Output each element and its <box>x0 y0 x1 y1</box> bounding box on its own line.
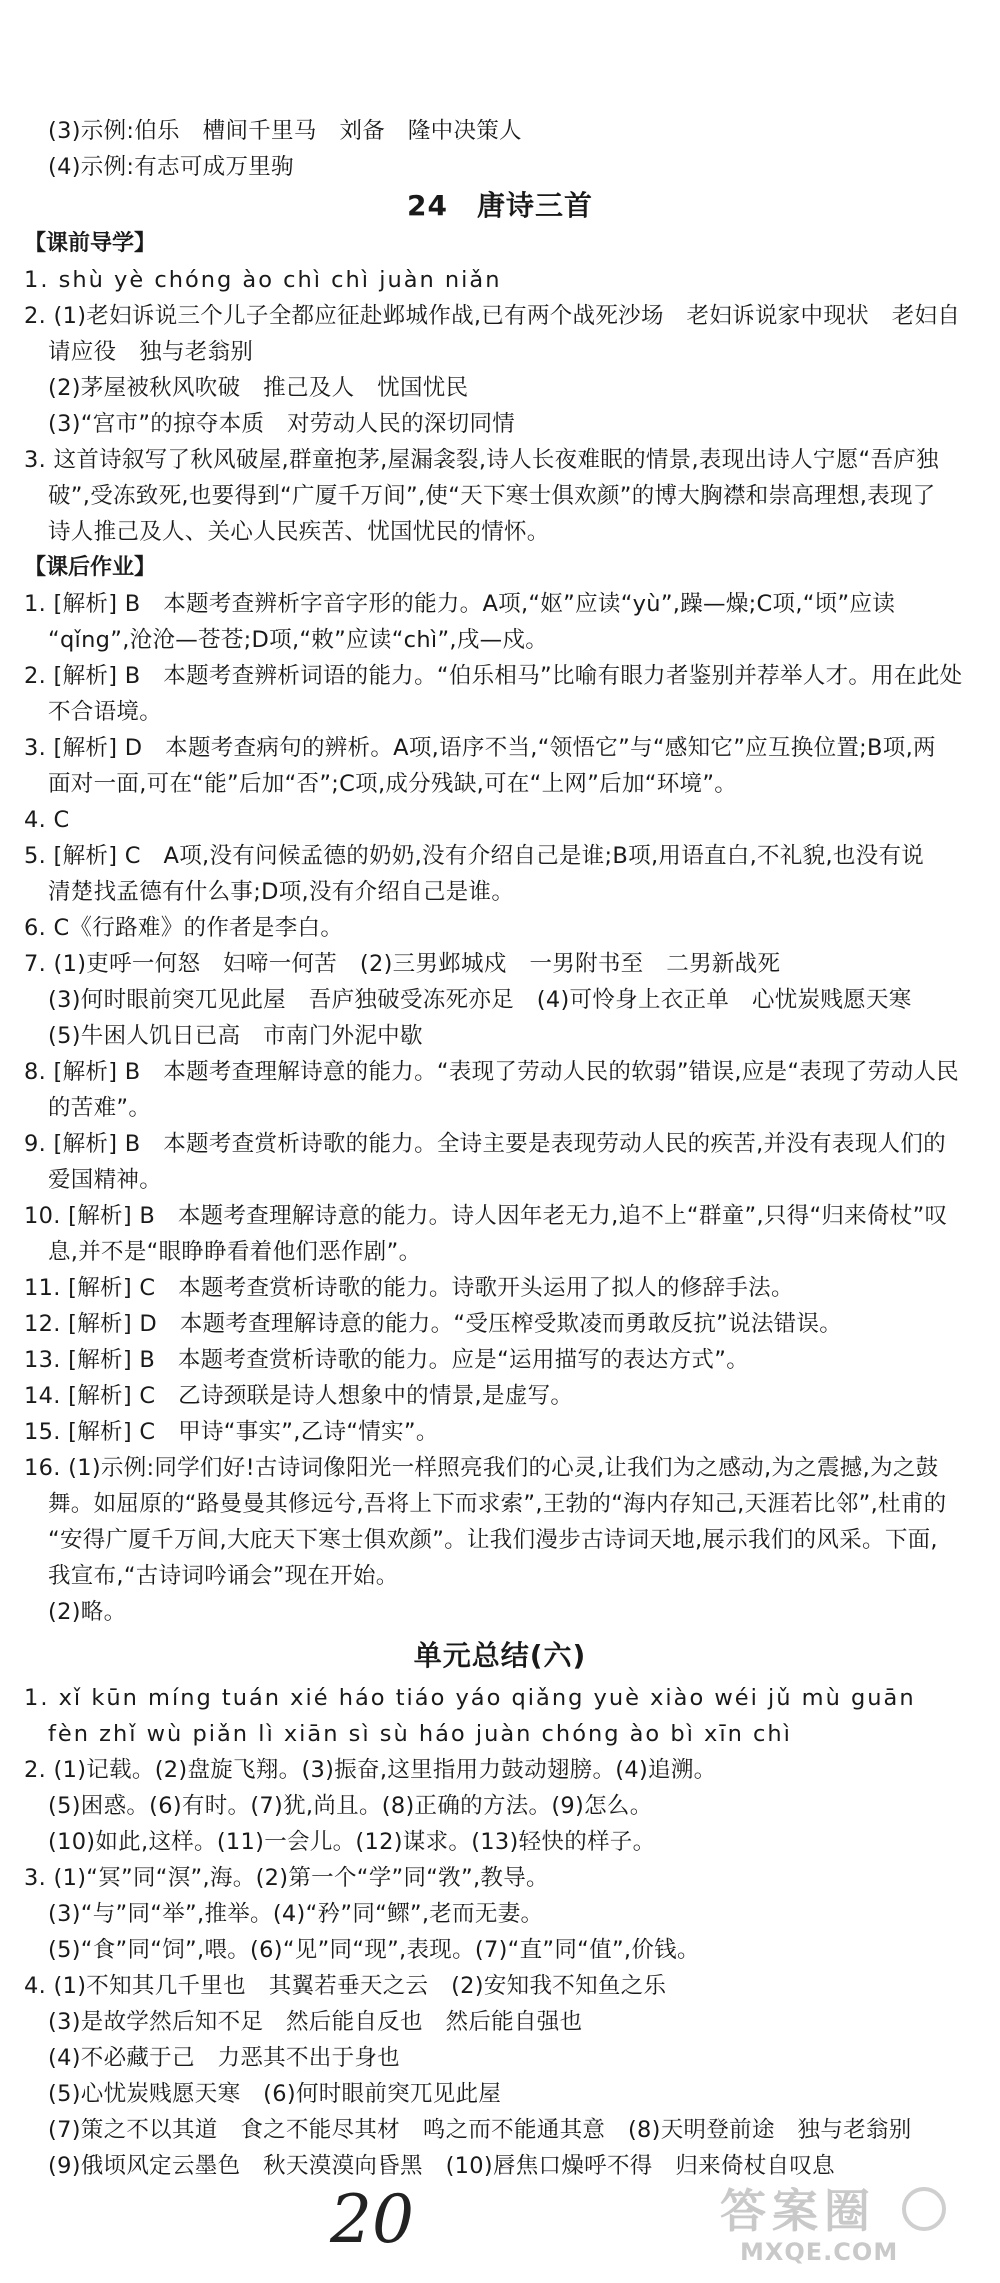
answer-line: 爱国精神。 <box>48 1167 163 1193</box>
after-class-label: 【课后作业】 <box>24 555 157 580</box>
answer-line: (9)俄顷风定云墨色 秋天漠漠向昏黑 (10)唇焦口燥呼不得 归来倚杖自叹息 <box>48 2153 835 2179</box>
answer-line: 2. (1)老妇诉说三个儿子全都应征赴邺城作战,已有两个战死沙场 老妇诉说家中现状 老妇自 <box>24 303 961 329</box>
answer-line: 12. [解析] D 本题考查理解诗意的能力。“受压榨受欺凌而勇敢反抗”说法错误。 <box>24 1311 843 1337</box>
answer-line: 息,并不是“眼睁睁看着他们恶作剧”。 <box>48 1239 422 1265</box>
answer-line: “安得广厦千万间,大庇天下寒士俱欢颜”。让我们漫步古诗词天地,展示我们的风采。下面, <box>48 1527 938 1553</box>
lesson-title: 24 唐诗三首 <box>407 189 593 222</box>
answer-line: 1. xǐ kūn míng tuán xié háo tiáo yáo qiǎng yuè xiào wéi jǔ mù guān <box>24 1685 916 1711</box>
answer-line: (7)策之不以其道 食之不能尽其材 鸣之而不能通其意 (8)天明登前途 独与老翁别 <box>48 2117 912 2143</box>
answer-line: 15. [解析] C 甲诗“事实”,乙诗“情实”。 <box>24 1419 439 1445</box>
answer-line: (3)“与”同“举”,推举。(4)“矜”同“鳏”,老而无妻。 <box>48 1901 544 1927</box>
answer-line: (3)何时眼前突兀见此屋 吾庐独破受冻死亦足 (4)可怜身上衣正单 心忧炭贱愿天寒 <box>48 987 912 1013</box>
answer-line: 5. [解析] C A项,没有问候孟德的奶奶,没有介绍自己是谁;B项,用语直白,不礼貌,也没有说 <box>24 843 925 869</box>
answer-line: (5)“食”同“饲”,喂。(6)“见”同“现”,表现。(7)“直”同“值”,价钱。 <box>48 1937 700 1963</box>
answer-line: 13. [解析] B 本题考查赏析诗歌的能力。应是“运用描写的表达方式”。 <box>24 1347 749 1373</box>
answer-line: 7. (1)吏呼一何怒 妇啼一何苦 (2)三男邺城戍 一男附书至 二男新战死 <box>24 951 781 977</box>
answer-line: 面对一面,可在“能”后加“否”;C项,成分残缺,可在“上网”后加“环境”。 <box>48 771 738 797</box>
answer-line: 诗人推己及人、关心人民疾苦、忧国忧民的情怀。 <box>48 519 550 545</box>
watermark <box>720 2185 990 2275</box>
page-number: 20 <box>330 2181 414 2258</box>
answer-line: (2)茅屋被秋风吹破 推己及人 忧国忧民 <box>48 375 469 401</box>
answer-line: 我宣布,“古诗词吟诵会”现在开始。 <box>48 1563 399 1589</box>
pre-class-label: 【课前导学】 <box>24 231 157 256</box>
answer-line: 3. [解析] D 本题考查病句的辨析。A项,语序不当,“领悟它”与“感知它”应互换位置;B项,两 <box>24 735 936 761</box>
answer-line: 4. C <box>24 807 70 833</box>
answer-line: 破”,受冻致死,也要得到“广厦千万间”,使“天下寒士俱欢颜”的博大胸襟和崇高理想,表现了 <box>48 483 936 509</box>
answer-line: (5)心忧炭贱愿天寒 (6)何时眼前突兀见此屋 <box>48 2081 502 2107</box>
answer-line: “qǐng”,沧沧—苍苍;D项,“敕”应读“chì”,戌—戍。 <box>48 627 549 653</box>
answer-line: 1. shù yè chóng ào chì chì juàn niǎn <box>24 267 502 293</box>
answer-line: 3. (1)“冥”同“溟”,海。(2)第一个“学”同“敩”,教导。 <box>24 1865 549 1891</box>
answer-line: (4)不必藏于己 力恶其不出于身也 <box>48 2045 400 2071</box>
unit-title: 单元总结(六) <box>413 1639 587 1672</box>
answer-line: 14. [解析] C 乙诗颈联是诗人想象中的情景,是虚写。 <box>24 1383 574 1409</box>
answer-line: (3)是故学然后知不足 然后能自反也 然后能自强也 <box>48 2009 583 2035</box>
answer-line: 11. [解析] C 本题考查赏析诗歌的能力。诗歌开头运用了拟人的修辞手法。 <box>24 1275 794 1301</box>
watermark-url: MXQE.COM <box>740 2238 899 2266</box>
answer-line: 的苦难”。 <box>48 1095 152 1121</box>
watermark-ring-icon <box>902 2187 946 2231</box>
answer-line: 2. (1)记载。(2)盘旋飞翔。(3)振奋,这里指用力鼓动翅膀。(4)追溯。 <box>24 1757 717 1783</box>
answer-line: 1. [解析] B 本题考查辨析字音字形的能力。A项,“妪”应读“yù”,躁—燥;C项,“顷”应读 <box>24 591 896 617</box>
answer-line: (5)牛困人饥日已高 市南门外泥中歇 <box>48 1023 423 1049</box>
answer-line: fèn zhǐ wù piǎn lì xiān sì sù háo juàn chóng ào bì xīn chì <box>48 1721 792 1747</box>
prev-item: (4)示例:有志可成万里驹 <box>48 154 294 180</box>
answer-line: 4. (1)不知其几千里也 其翼若垂天之云 (2)安知我不知鱼之乐 <box>24 1973 667 1999</box>
watermark-text: 答案圈 <box>720 2184 876 2238</box>
answer-line: (10)如此,这样。(11)一会儿。(12)谋求。(13)轻快的样子。 <box>48 1829 656 1855</box>
answer-line: 不合语境。 <box>48 699 163 725</box>
prev-item: (3)示例:伯乐 槽间千里马 刘备 隆中决策人 <box>48 118 522 144</box>
answer-line: (5)困惑。(6)有时。(7)犹,尚且。(8)正确的方法。(9)怎么。 <box>48 1793 653 1819</box>
answer-line: 6. C《行路难》的作者是李白。 <box>24 915 344 941</box>
answer-line: 请应役 独与老翁别 <box>48 339 254 365</box>
answer-line: (3)“宫市”的掠夺本质 对劳动人民的深切同情 <box>48 411 516 437</box>
answer-line: 9. [解析] B 本题考查赏析诗歌的能力。全诗主要是表现劳动人民的疾苦,并没有表现人们的 <box>24 1131 946 1157</box>
answer-line: 16. (1)示例:同学们好!古诗词像阳光一样照亮我们的心灵,让我们为之感动,为之震撼,为之鼓 <box>24 1455 939 1481</box>
answer-line: 清楚找孟德有什么事;D项,没有介绍自己是谁。 <box>48 879 515 905</box>
answer-line: 3. 这首诗叙写了秋风破屋,群童抱茅,屋漏衾裂,诗人长夜难眠的情景,表现出诗人宁愿“吾庐独 <box>24 447 939 473</box>
answer-line: 8. [解析] B 本题考查理解诗意的能力。“表现了劳动人民的软弱”错误,应是“表现了劳动人民 <box>24 1059 959 1085</box>
answer-line: 舞。如屈原的“路曼曼其修远兮,吾将上下而求索”,王勃的“海内存知己,天涯若比邻”,杜甫的 <box>48 1491 947 1517</box>
answer-line: 10. [解析] B 本题考查理解诗意的能力。诗人因年老无力,追不上“群童”,只得“归来倚杖”叹 <box>24 1203 948 1229</box>
answer-line: 2. [解析] B 本题考查辨析词语的能力。“伯乐相马”比喻有眼力者鉴别并荐举人才。用在此处 <box>24 663 963 689</box>
answer-line: (2)略。 <box>48 1599 127 1625</box>
